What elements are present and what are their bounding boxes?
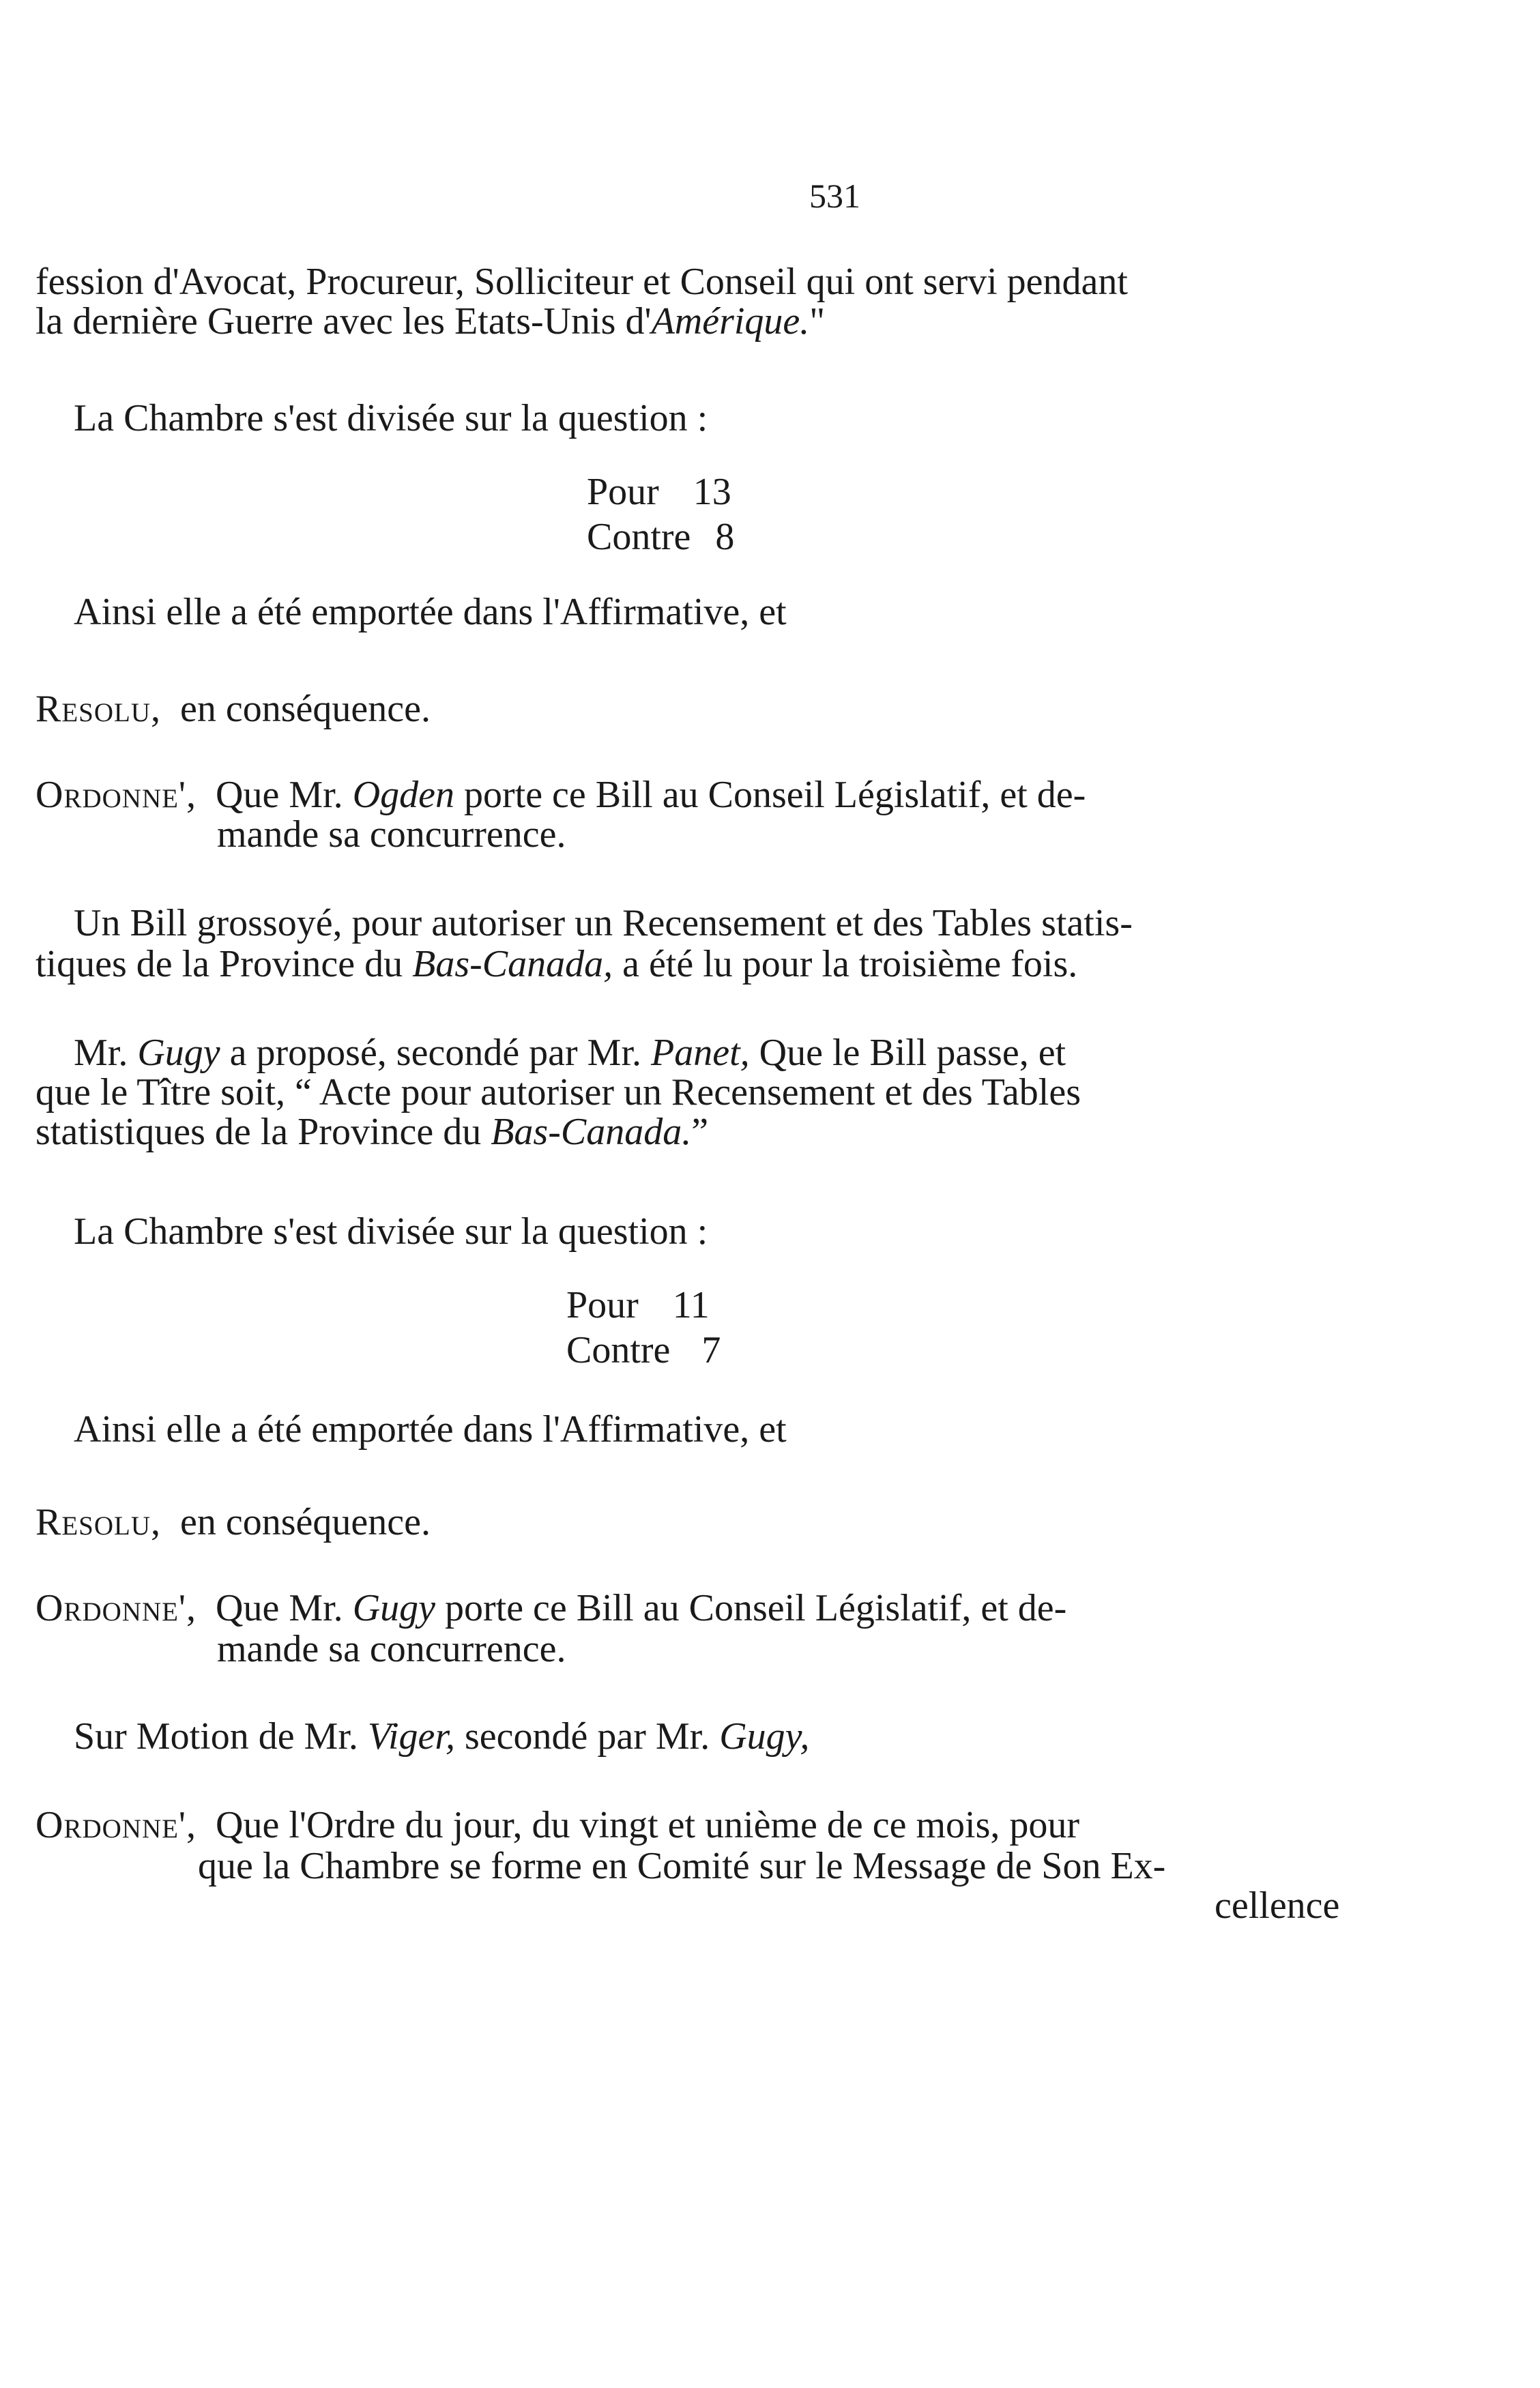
place-name: Amérique.	[651, 300, 810, 343]
contre-label: Contre	[566, 1329, 671, 1371]
ordonne-label: Ordonne',	[35, 1587, 197, 1629]
text-line: tiques de la Province du Bas-Canada, a été lu pour la troisième fois.	[35, 943, 1078, 985]
order-line: Ordonne', Que Mr. Ogden porte ce Bill au Conseil Législatif, et de-	[35, 774, 1086, 816]
vote-result: Ainsi elle a été emportée dans l'Affirmative, et	[74, 591, 787, 633]
text-line: mande sa concurrence.	[217, 813, 566, 856]
resolution: Resolu, en conséquence.	[35, 688, 431, 730]
member-name: Ogden	[352, 774, 454, 816]
vote-intro: La Chambre s'est divisée sur la question :	[74, 397, 708, 439]
vote-contre-row	[587, 513, 734, 561]
contre-count: 8	[715, 516, 735, 558]
page-number: 531	[809, 177, 860, 215]
ordonne-label: Ordonne',	[35, 1804, 197, 1846]
text-line: fession d'Avocat, Procureur, Solliciteur et Conseil qui ont servi pendant	[35, 261, 1128, 303]
text-line: mande sa concurrence.	[217, 1628, 566, 1670]
member-name: Panet,	[651, 1032, 750, 1074]
text-line: que le Tître soit, “ Acte pour autoriser un Recensement et des Tables	[35, 1071, 1081, 1113]
resolu-label: Resolu,	[35, 1501, 162, 1543]
pour-count: 11	[672, 1284, 710, 1326]
pour-label: Pour	[566, 1284, 639, 1326]
text-line: Sur Motion de Mr. Viger, secondé par Mr. Gugy,	[74, 1715, 810, 1758]
pour-label: Pour	[587, 471, 659, 513]
resolution: Resolu, en conséquence.	[35, 1501, 431, 1543]
member-name: Gugy	[352, 1587, 435, 1629]
catchword: cellence	[1215, 1884, 1340, 1927]
contre-label: Contre	[587, 516, 691, 558]
place-name: Bas-Canada.	[491, 1111, 692, 1153]
member-name: Gugy,	[719, 1715, 810, 1758]
member-name: Gugy	[137, 1032, 220, 1074]
text-line: que la Chambre se forme en Comité sur le Message de Son Ex-	[198, 1845, 1166, 1887]
contre-count: 7	[701, 1329, 721, 1371]
text-line: Un Bill grossoyé, pour autoriser un Recensement et des Tables statis-	[74, 902, 1133, 944]
order-line: Ordonne', Que l'Ordre du jour, du vingt et unième de ce mois, pour	[35, 1804, 1080, 1846]
text-line: la dernière Guerre avec les Etats-Unis d'Amérique."	[35, 300, 826, 343]
vote-pour-row	[587, 468, 731, 516]
order-line: Ordonne', Que Mr. Gugy porte ce Bill au Conseil Législatif, et de-	[35, 1587, 1067, 1629]
vote-contre-row	[566, 1326, 721, 1374]
text-line: Mr. Gugy a proposé, secondé par Mr. Panet, Que le Bill passe, et	[74, 1032, 1066, 1074]
place-name: Bas-Canada,	[412, 943, 613, 985]
vote-intro: La Chambre s'est divisée sur la question :	[74, 1210, 708, 1253]
resolu-label: Resolu,	[35, 688, 162, 730]
vote-pour-row	[566, 1281, 710, 1329]
vote-result: Ainsi elle a été emportée dans l'Affirmative, et	[74, 1408, 787, 1451]
ordonne-label: Ordonne',	[35, 774, 197, 816]
text-line: statistiques de la Province du Bas-Canada.”	[35, 1111, 709, 1153]
pour-count: 13	[693, 471, 731, 513]
member-name: Viger,	[367, 1715, 455, 1758]
